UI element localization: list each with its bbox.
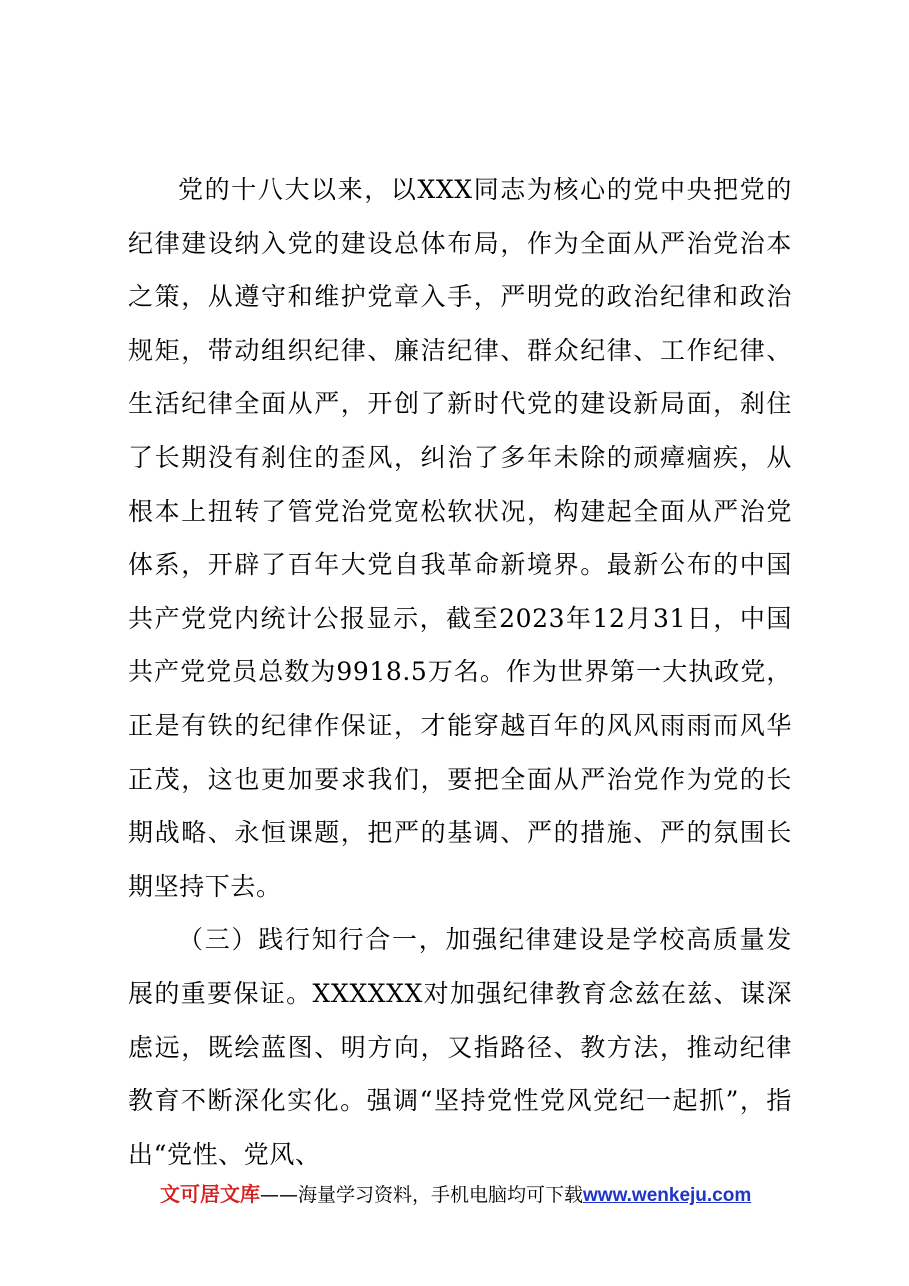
- footer-slogan: ——海量学习资料，手机电脑均可下载: [260, 1184, 584, 1206]
- paragraph-discipline-history: 党的十八大以来，以XXX同志为核心的党中央把党的纪律建设纳入党的建设总体布局，作为全面从严治党治本之策，从遵守和维护党章入手，严明党的政治纪律和政治规矩，带动组织纪律、廉洁纪律、群众纪律、工作纪律、生活纪律全面从严，开创了新时代党的建设新局面，刹住了长期没有刹住的歪风，纠治了多年未除的顽瘴痼疾，从根本上扭转了管党治党宽松软状况，构建起全面从严治党体系，开辟了百年大党自我革命新境界。最新公布的中国共产党党内统计公报显示，截至2023年12月31日，中国共产党党员总数为9918.5万名。作为世界第一大执政党，正是有铁的纪律作保证，才能穿越百年的风风雨雨而风华正茂，这也更加要求我们，要把全面从严治党作为党的长期战略、永恒课题，把严的基调、严的措施、严的氛围长期坚持下去。: [128, 175, 792, 901]
- footer-url-link[interactable]: www.wenkeju.com: [583, 1185, 752, 1206]
- document-body: [128, 163, 792, 1181]
- footer-brand: 文可居文库: [160, 1182, 260, 1206]
- paragraph-discipline-education: （三）践行知行合一，加强纪律建设是学校高质量发展的重要保证。XXXXXX对加强纪律教育念兹在兹、谋深虑远，既绘蓝图、明方向，又指路径、教方法，推动纪律教育不断深化实化。强调“坚持党性党风党纪一起抓”，指出“党性、党风、: [128, 925, 792, 1169]
- footer-banner: [160, 1180, 751, 1210]
